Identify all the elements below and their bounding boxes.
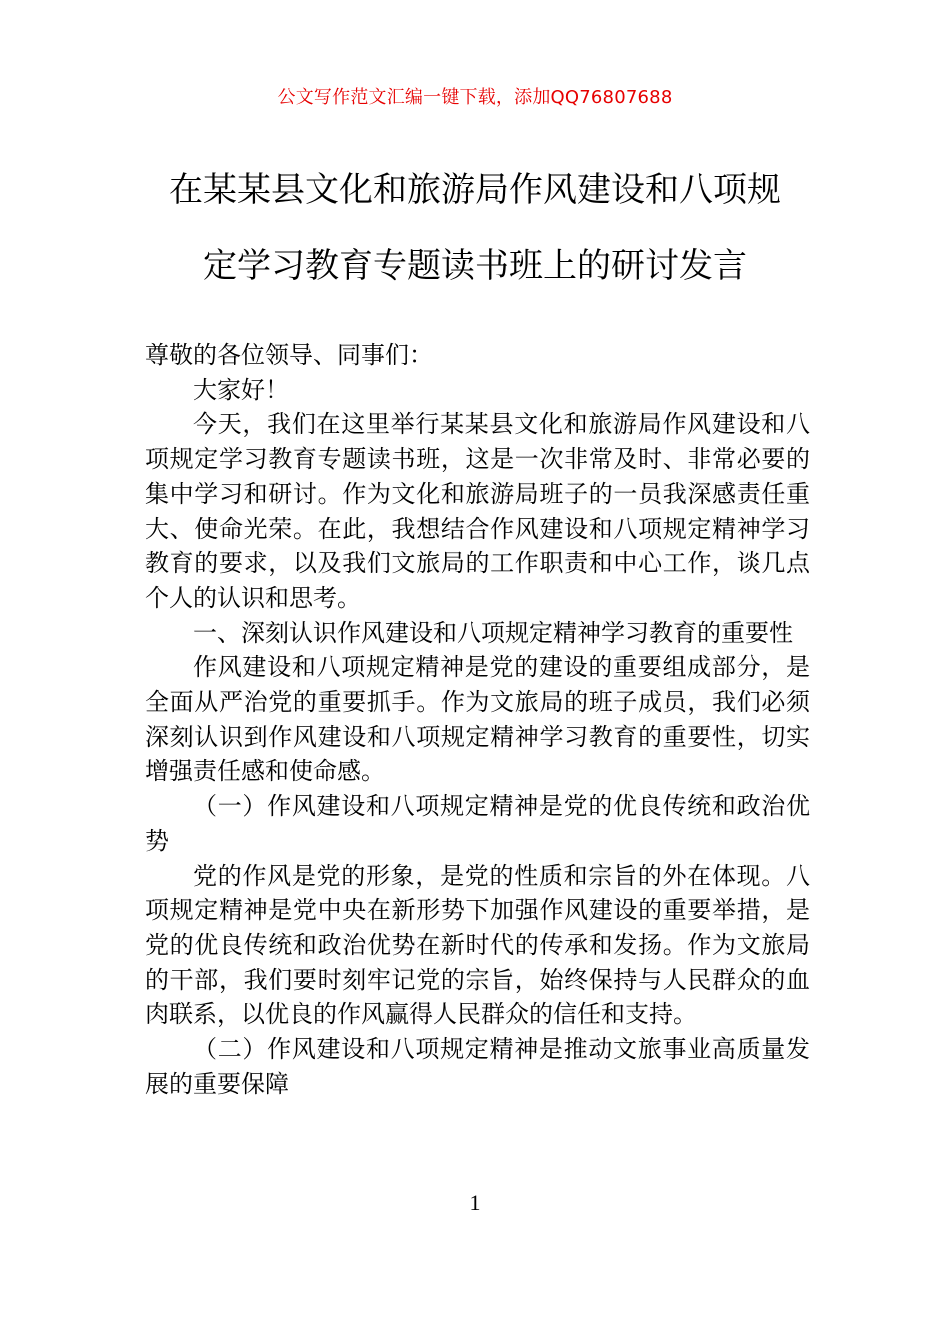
subsection-heading-2: （二）作风建设和八项规定精神是推动文旅事业高质量发展的重要保障 <box>145 1035 810 1098</box>
header-download-note: 公文写作范文汇编一键下载，添加QQ76807688 <box>277 87 673 108</box>
document-body <box>145 338 810 1101</box>
paragraph-greeting: 大家好！ <box>193 375 289 404</box>
paragraph-subsection-1: 党的作风是党的形象，是党的性质和宗旨的外在体现。八项规定精神是党中央在新形势下加强作风建设的重要举措，是党的优良传统和政治优势在新时代的传承和发扬。作为文旅局的干部，我们要时刻牢记党的宗旨，始终保持与人民群众的血肉联系，以优良的作风赢得人民群众的信任和支持。 <box>145 861 810 1029</box>
section-heading-1: 一、深刻认识作风建设和八项规定精神学习教育的重要性 <box>193 618 793 647</box>
title-line-2: 定学习教育专题读书班上的研讨发言 <box>203 246 747 286</box>
paragraph-section-1: 作风建设和八项规定精神是党的建设的重要组成部分，是全面从严治党的重要抓手。作为文旅局的班子成员，我们必须深刻认识到作风建设和八项规定精神学习教育的重要性，切实增强责任感和使命感。 <box>145 653 810 786</box>
title-line-1: 在某某县文化和旅游局作风建设和八项规 <box>169 170 781 210</box>
subsection-heading-1: （一）作风建设和八项规定精神是党的优良传统和政治优势 <box>145 792 810 855</box>
page-number: 1 <box>469 1190 481 1215</box>
paragraph-intro: 今天，我们在这里举行某某县文化和旅游局作风建设和八项规定学习教育专题读书班，这是一次非常及时、非常必要的集中学习和研讨。作为文化和旅游局班子的一员我深感责任重大、使命光荣。在此，我想结合作风建设和八项规定精神学习教育的要求，以及我们文旅局的工作职责和中心工作，谈几点个人的认识和思考。 <box>145 410 810 612</box>
document-title <box>120 170 830 322</box>
salutation: 尊敬的各位领导、同事们： <box>145 341 433 369</box>
